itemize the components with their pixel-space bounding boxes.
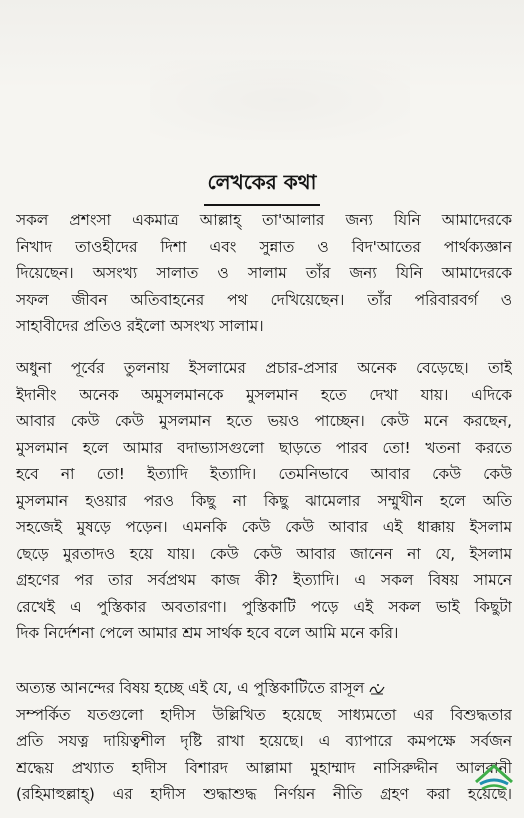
text-line: সফল জীবন অতিবাহনের পথ দেখিয়েছেন। তাঁর পরিবারবর্গ ও — [16, 290, 512, 309]
text-line: দিয়েছেন। অসংখ্য সালাত ও সালাম তাঁর জন্য যিনি আমাদেরকে — [16, 264, 512, 282]
book-logo-icon — [472, 752, 516, 796]
paragraph-praise — [16, 207, 512, 340]
paragraph-hadith-authenticity — [16, 675, 512, 808]
text-line: ছেড়ে মুরতাদও হয়ে যায়। কেউ কেউ আবার জানেন না যে, ইসলাম — [16, 544, 512, 563]
text-line: ইদানীং অনেক অমুসলমানকে মুসলমান হতে দেখা যায়। এদিকে — [16, 385, 512, 404]
text-line: নিখাদ তাওহীদের দিশা এবং সুন্নাত ও বিদ'আতের পার্থক্যজ্ঞান — [16, 237, 512, 256]
text-line: মুসলমান হওয়ার পরও কিছু না কিছু ঝামেলার সম্মুখীন হলে অতি — [16, 491, 512, 510]
text-line: দিক নির্দেশনা পেলে আমার শ্রম সার্থক হবে বলে আমি মনে করি। — [16, 624, 399, 642]
text-line: সাহাবীদের প্রতিও রইলো অসংখ্য সালাম। — [16, 317, 264, 335]
show-through-smudge — [150, 60, 410, 140]
text-line: আবার কেউ কেউ মুসলমান হতে ভয়ও পাচ্ছেন। কেউ মনে করছেন, — [16, 412, 512, 430]
text-line-with-salutation — [16, 675, 512, 702]
text-line: (রহিমাহুল্লাহ্) এর হাদীস শুদ্ধাশুদ্ধ নির্ণয়ন নীতি গ্রহণ করা হয়েছে। — [16, 785, 512, 803]
heading-block — [0, 168, 524, 206]
text-line: সহজেই মুষড়ে পড়েন। এমনকি কেউ কেউ আবার এই ধাক্কায় ইসলাম — [16, 518, 512, 536]
paragraph-purpose — [16, 355, 512, 647]
text-line: মুসলমান হলে আমার বদাভ্যাসগুলো ছাড়তে পারব তো! খতনা করতে — [16, 438, 512, 457]
salutation-calligraphy-icon — [369, 682, 385, 696]
text-line: সম্পর্কিত যতগুলো হাদীস উল্লিখিত হয়েছে সাধ্যমতো এর বিশুদ্ধতার — [16, 705, 512, 724]
page-title: লেখকের কথা — [204, 168, 321, 206]
text-line: সকল প্রশংসা একমাত্র আল্লাহ্ তা'আলার জন্য যিনি আমাদেরকে — [16, 211, 512, 229]
text-line: শ্রদ্ধেয় প্রখ্যাত হাদীস বিশারদ আল্লামা মুহাম্মাদ নাসিরুদ্দীন আলবানী — [16, 758, 512, 777]
text-line: অধুনা পূর্বের তুলনায় ইসলামের প্রচার-প্রসার অনেক বেড়েছে। তাই — [16, 359, 512, 377]
text-line: অত্যন্ত আনন্দের বিষয় হচ্ছে এই যে, এ পুস্তিকাটিতে রাসূল — [16, 679, 365, 697]
text-line: হবে না তো! ইত্যাদি ইত্যাদি। তেমনিভাবে আবার কেউ কেউ — [16, 465, 512, 483]
text-line: প্রতি সযত্ন দায়িত্বশীল দৃষ্টি রাখা হয়েছে। এ ব্যাপারে কমপক্ষে সর্বজন — [16, 732, 512, 750]
text-line: গ্রহণের পর তার সর্বপ্রথম কাজ কী? ইত্যাদি। এ সকল বিষয় সামনে — [16, 571, 512, 589]
text-line: রেখেই এ পুস্তিকার অবতারণা। পুস্তিকাটি পড়ে এই সকল ভাই কিছুটা — [16, 597, 512, 616]
